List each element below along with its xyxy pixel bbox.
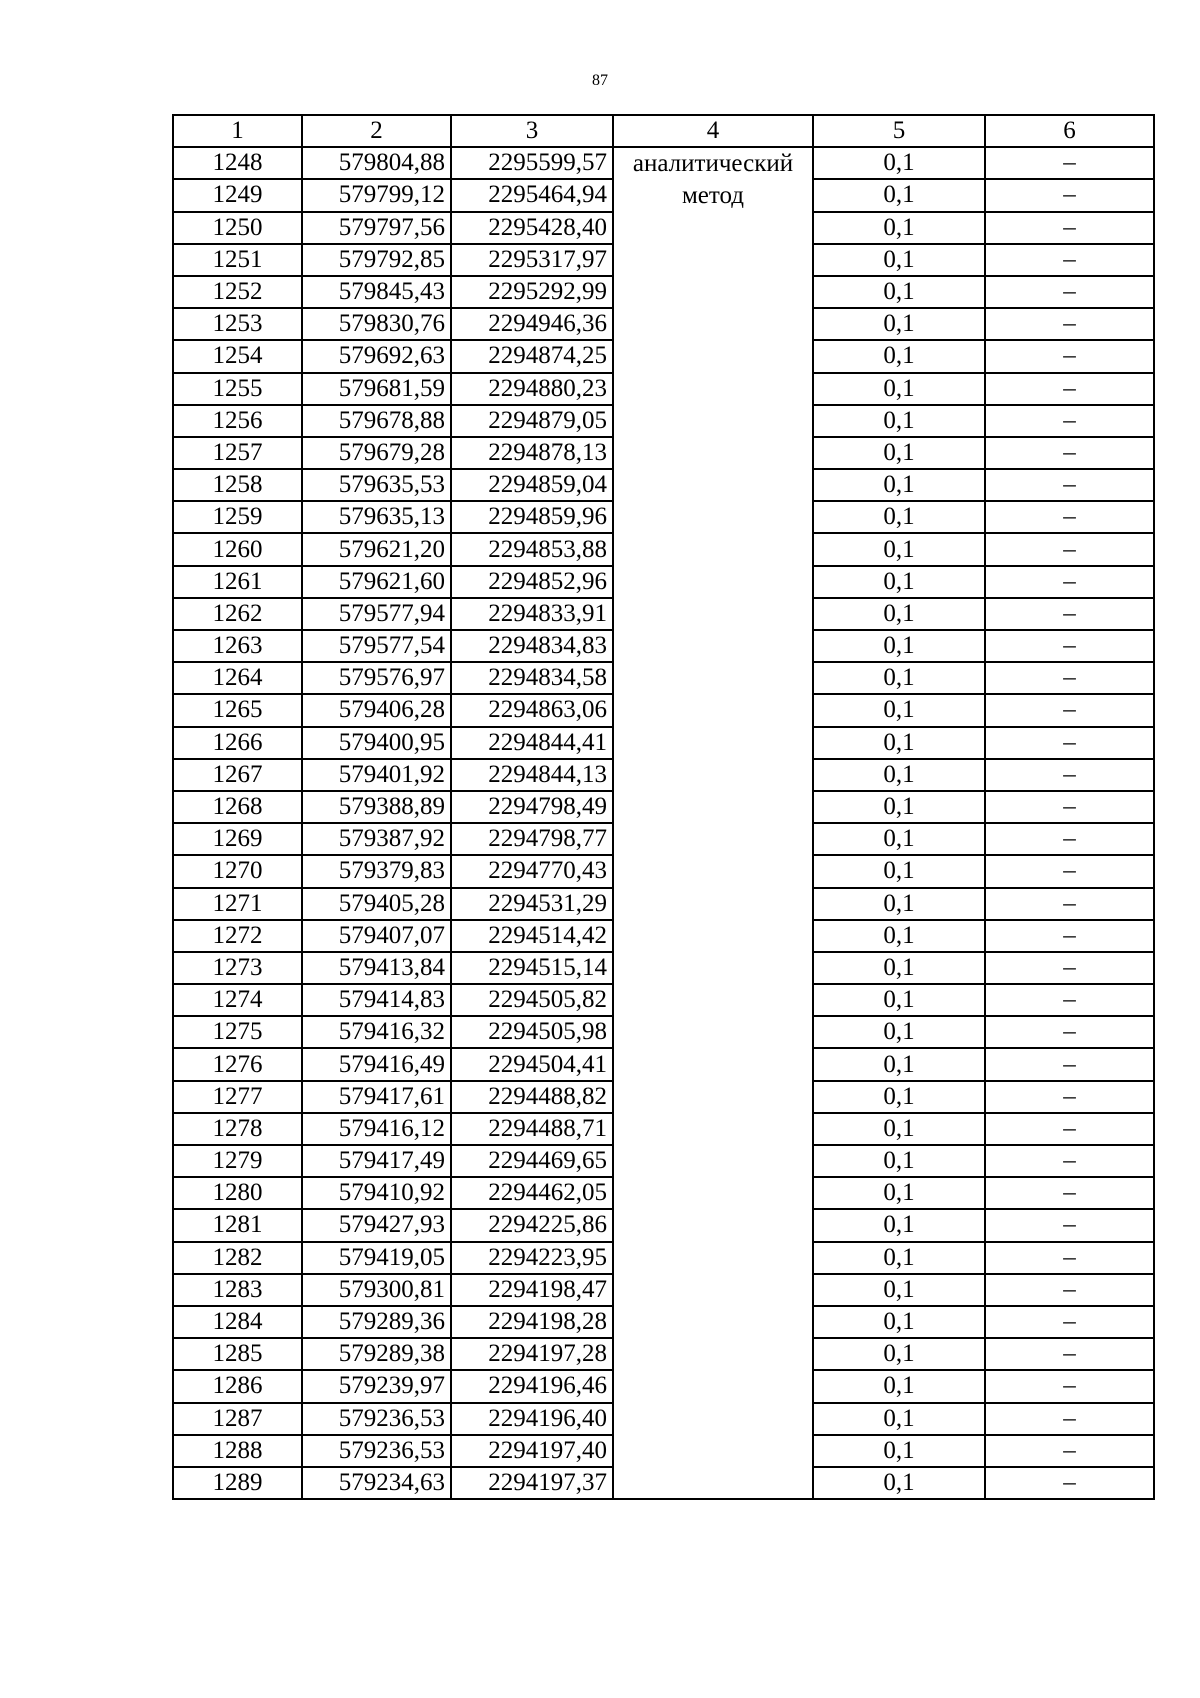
y-coordinate-cell: 2295292,99: [451, 276, 613, 308]
point-number-cell: 1265: [173, 694, 302, 726]
x-coordinate-cell: 579289,38: [302, 1338, 451, 1370]
point-number-cell: 1287: [173, 1403, 302, 1435]
point-number-cell: 1253: [173, 308, 302, 340]
accuracy-cell: 0,1: [813, 1113, 985, 1145]
accuracy-cell: 0,1: [813, 1177, 985, 1209]
point-number-cell: 1262: [173, 598, 302, 630]
y-coordinate-cell: 2294469,65: [451, 1145, 613, 1177]
description-cell: –: [985, 1145, 1154, 1177]
point-number-cell: 1283: [173, 1274, 302, 1306]
accuracy-cell: 0,1: [813, 405, 985, 437]
accuracy-cell: 0,1: [813, 1306, 985, 1338]
x-coordinate-cell: 579577,94: [302, 598, 451, 630]
point-number-cell: 1261: [173, 566, 302, 598]
accuracy-cell: 0,1: [813, 501, 985, 533]
page-number: 87: [592, 72, 608, 89]
y-coordinate-cell: 2294874,25: [451, 340, 613, 372]
x-coordinate-cell: 579388,89: [302, 791, 451, 823]
x-coordinate-cell: 579416,49: [302, 1048, 451, 1080]
y-coordinate-cell: 2294514,42: [451, 920, 613, 952]
accuracy-cell: 0,1: [813, 662, 985, 694]
y-coordinate-cell: 2294844,41: [451, 727, 613, 759]
accuracy-cell: 0,1: [813, 373, 985, 405]
accuracy-cell: 0,1: [813, 1338, 985, 1370]
y-coordinate-cell: 2294834,58: [451, 662, 613, 694]
accuracy-cell: 0,1: [813, 212, 985, 244]
x-coordinate-cell: 579692,63: [302, 340, 451, 372]
point-number-cell: 1278: [173, 1113, 302, 1145]
x-coordinate-cell: 579289,36: [302, 1306, 451, 1338]
description-cell: –: [985, 598, 1154, 630]
y-coordinate-cell: 2295464,94: [451, 179, 613, 211]
x-coordinate-cell: 579379,83: [302, 855, 451, 887]
y-coordinate-cell: 2294196,46: [451, 1370, 613, 1402]
point-number-cell: 1267: [173, 759, 302, 791]
y-coordinate-cell: 2294505,82: [451, 984, 613, 1016]
point-number-cell: 1249: [173, 179, 302, 211]
description-cell: –: [985, 1016, 1154, 1048]
x-coordinate-cell: 579300,81: [302, 1274, 451, 1306]
x-coordinate-cell: 579417,61: [302, 1081, 451, 1113]
accuracy-cell: 0,1: [813, 920, 985, 952]
point-number-cell: 1277: [173, 1081, 302, 1113]
y-coordinate-cell: 2294197,28: [451, 1338, 613, 1370]
description-cell: –: [985, 1242, 1154, 1274]
accuracy-cell: 0,1: [813, 308, 985, 340]
description-cell: –: [985, 566, 1154, 598]
accuracy-cell: 0,1: [813, 1467, 985, 1499]
y-coordinate-cell: 2295317,97: [451, 244, 613, 276]
point-number-cell: 1255: [173, 373, 302, 405]
y-coordinate-cell: 2294225,86: [451, 1209, 613, 1241]
description-cell: –: [985, 179, 1154, 211]
accuracy-cell: 0,1: [813, 823, 985, 855]
accuracy-cell: 0,1: [813, 1048, 985, 1080]
description-cell: –: [985, 952, 1154, 984]
description-cell: –: [985, 791, 1154, 823]
description-cell: –: [985, 437, 1154, 469]
x-coordinate-cell: 579621,20: [302, 533, 451, 565]
x-coordinate-cell: 579405,28: [302, 888, 451, 920]
point-number-cell: 1286: [173, 1370, 302, 1402]
x-coordinate-cell: 579678,88: [302, 405, 451, 437]
accuracy-cell: 0,1: [813, 759, 985, 791]
table-body: [173, 147, 1154, 1499]
y-coordinate-cell: 2295428,40: [451, 212, 613, 244]
point-number-cell: 1281: [173, 1209, 302, 1241]
description-cell: –: [985, 501, 1154, 533]
x-coordinate-cell: 579845,43: [302, 276, 451, 308]
y-coordinate-cell: 2294223,95: [451, 1242, 613, 1274]
y-coordinate-cell: 2294880,23: [451, 373, 613, 405]
x-coordinate-cell: 579234,63: [302, 1467, 451, 1499]
description-cell: –: [985, 147, 1154, 179]
y-coordinate-cell: 2294198,28: [451, 1306, 613, 1338]
description-cell: –: [985, 340, 1154, 372]
description-cell: –: [985, 920, 1154, 952]
accuracy-cell: 0,1: [813, 630, 985, 662]
accuracy-cell: 0,1: [813, 469, 985, 501]
y-coordinate-cell: 2294833,91: [451, 598, 613, 630]
description-cell: –: [985, 662, 1154, 694]
y-coordinate-cell: 2294462,05: [451, 1177, 613, 1209]
x-coordinate-cell: 579416,12: [302, 1113, 451, 1145]
description-cell: –: [985, 727, 1154, 759]
y-coordinate-cell: 2294196,40: [451, 1403, 613, 1435]
description-cell: –: [985, 212, 1154, 244]
y-coordinate-cell: 2294488,82: [451, 1081, 613, 1113]
accuracy-cell: 0,1: [813, 533, 985, 565]
accuracy-cell: 0,1: [813, 1435, 985, 1467]
description-cell: –: [985, 1370, 1154, 1402]
accuracy-cell: 0,1: [813, 694, 985, 726]
description-cell: –: [985, 630, 1154, 662]
x-coordinate-cell: 579416,32: [302, 1016, 451, 1048]
point-number-cell: 1273: [173, 952, 302, 984]
point-number-cell: 1280: [173, 1177, 302, 1209]
x-coordinate-cell: 579419,05: [302, 1242, 451, 1274]
accuracy-cell: 0,1: [813, 1209, 985, 1241]
description-cell: –: [985, 694, 1154, 726]
header-col-5: 5: [813, 115, 985, 147]
header-col-4: 4: [613, 115, 813, 147]
point-number-cell: 1258: [173, 469, 302, 501]
point-number-cell: 1282: [173, 1242, 302, 1274]
y-coordinate-cell: 2294531,29: [451, 888, 613, 920]
description-cell: –: [985, 888, 1154, 920]
accuracy-cell: 0,1: [813, 1145, 985, 1177]
y-coordinate-cell: 2294844,13: [451, 759, 613, 791]
point-number-cell: 1248: [173, 147, 302, 179]
point-number-cell: 1268: [173, 791, 302, 823]
x-coordinate-cell: 579635,53: [302, 469, 451, 501]
y-coordinate-cell: 2294197,37: [451, 1467, 613, 1499]
header-col-6: 6: [985, 115, 1154, 147]
description-cell: –: [985, 1338, 1154, 1370]
y-coordinate-cell: 2294863,06: [451, 694, 613, 726]
x-coordinate-cell: 579681,59: [302, 373, 451, 405]
y-coordinate-cell: 2294504,41: [451, 1048, 613, 1080]
x-coordinate-cell: 579400,95: [302, 727, 451, 759]
accuracy-cell: 0,1: [813, 437, 985, 469]
table-header: [173, 115, 1154, 147]
y-coordinate-cell: 2294834,83: [451, 630, 613, 662]
point-number-cell: 1269: [173, 823, 302, 855]
x-coordinate-cell: 579797,56: [302, 212, 451, 244]
x-coordinate-cell: 579799,12: [302, 179, 451, 211]
accuracy-cell: 0,1: [813, 147, 985, 179]
x-coordinate-cell: 579417,49: [302, 1145, 451, 1177]
y-coordinate-cell: 2294859,04: [451, 469, 613, 501]
description-cell: –: [985, 1177, 1154, 1209]
y-coordinate-cell: 2294770,43: [451, 855, 613, 887]
x-coordinate-cell: 579830,76: [302, 308, 451, 340]
description-cell: –: [985, 759, 1154, 791]
accuracy-cell: 0,1: [813, 1016, 985, 1048]
y-coordinate-cell: 2294878,13: [451, 437, 613, 469]
x-coordinate-cell: 579401,92: [302, 759, 451, 791]
y-coordinate-cell: 2294859,96: [451, 501, 613, 533]
x-coordinate-cell: 579621,60: [302, 566, 451, 598]
point-number-cell: 1266: [173, 727, 302, 759]
coordinates-table: [172, 114, 1155, 1500]
description-cell: –: [985, 469, 1154, 501]
accuracy-cell: 0,1: [813, 244, 985, 276]
x-coordinate-cell: 579577,54: [302, 630, 451, 662]
description-cell: –: [985, 984, 1154, 1016]
accuracy-cell: 0,1: [813, 1370, 985, 1402]
x-coordinate-cell: 579679,28: [302, 437, 451, 469]
description-cell: –: [985, 373, 1154, 405]
header-col-2: 2: [302, 115, 451, 147]
accuracy-cell: 0,1: [813, 598, 985, 630]
point-number-cell: 1285: [173, 1338, 302, 1370]
x-coordinate-cell: 579792,85: [302, 244, 451, 276]
y-coordinate-cell: 2294879,05: [451, 405, 613, 437]
description-cell: –: [985, 533, 1154, 565]
description-cell: –: [985, 823, 1154, 855]
y-coordinate-cell: 2295599,57: [451, 147, 613, 179]
point-number-cell: 1274: [173, 984, 302, 1016]
point-number-cell: 1251: [173, 244, 302, 276]
y-coordinate-cell: 2294515,14: [451, 952, 613, 984]
y-coordinate-cell: 2294798,77: [451, 823, 613, 855]
accuracy-cell: 0,1: [813, 179, 985, 211]
point-number-cell: 1264: [173, 662, 302, 694]
y-coordinate-cell: 2294197,40: [451, 1435, 613, 1467]
accuracy-cell: 0,1: [813, 791, 985, 823]
y-coordinate-cell: 2294505,98: [451, 1016, 613, 1048]
point-number-cell: 1288: [173, 1435, 302, 1467]
description-cell: –: [985, 1048, 1154, 1080]
point-number-cell: 1259: [173, 501, 302, 533]
description-cell: –: [985, 1467, 1154, 1499]
description-cell: –: [985, 1435, 1154, 1467]
table-row: [173, 147, 1154, 179]
point-number-cell: 1256: [173, 405, 302, 437]
description-cell: –: [985, 1113, 1154, 1145]
point-number-cell: 1257: [173, 437, 302, 469]
description-cell: –: [985, 1274, 1154, 1306]
y-coordinate-cell: 2294852,96: [451, 566, 613, 598]
y-coordinate-cell: 2294798,49: [451, 791, 613, 823]
point-number-cell: 1250: [173, 212, 302, 244]
point-number-cell: 1260: [173, 533, 302, 565]
header-col-3: 3: [451, 115, 613, 147]
point-number-cell: 1271: [173, 888, 302, 920]
y-coordinate-cell: 2294946,36: [451, 308, 613, 340]
accuracy-cell: 0,1: [813, 727, 985, 759]
x-coordinate-cell: 579427,93: [302, 1209, 451, 1241]
description-cell: –: [985, 1209, 1154, 1241]
point-number-cell: 1252: [173, 276, 302, 308]
accuracy-cell: 0,1: [813, 888, 985, 920]
description-cell: –: [985, 855, 1154, 887]
description-cell: –: [985, 1403, 1154, 1435]
x-coordinate-cell: 579410,92: [302, 1177, 451, 1209]
y-coordinate-cell: 2294853,88: [451, 533, 613, 565]
method-text: метод: [681, 182, 744, 210]
description-cell: –: [985, 1081, 1154, 1113]
description-cell: –: [985, 308, 1154, 340]
point-number-cell: 1276: [173, 1048, 302, 1080]
x-coordinate-cell: 579414,83: [302, 984, 451, 1016]
point-number-cell: 1284: [173, 1306, 302, 1338]
accuracy-cell: 0,1: [813, 1274, 985, 1306]
y-coordinate-cell: 2294198,47: [451, 1274, 613, 1306]
point-number-cell: 1254: [173, 340, 302, 372]
x-coordinate-cell: 579576,97: [302, 662, 451, 694]
accuracy-cell: 0,1: [813, 1081, 985, 1113]
point-number-cell: 1279: [173, 1145, 302, 1177]
description-cell: –: [985, 405, 1154, 437]
accuracy-cell: 0,1: [813, 1242, 985, 1274]
accuracy-cell: 0,1: [813, 1403, 985, 1435]
header-row: [173, 115, 1154, 147]
point-number-cell: 1289: [173, 1467, 302, 1499]
x-coordinate-cell: 579407,07: [302, 920, 451, 952]
accuracy-cell: 0,1: [813, 984, 985, 1016]
method-cell: [613, 147, 813, 1499]
description-cell: –: [985, 244, 1154, 276]
point-number-cell: 1263: [173, 630, 302, 662]
x-coordinate-cell: 579236,53: [302, 1403, 451, 1435]
x-coordinate-cell: 579387,92: [302, 823, 451, 855]
method-text: аналитический: [632, 150, 794, 178]
accuracy-cell: 0,1: [813, 340, 985, 372]
x-coordinate-cell: 579804,88: [302, 147, 451, 179]
accuracy-cell: 0,1: [813, 855, 985, 887]
header-col-1: 1: [173, 115, 302, 147]
accuracy-cell: 0,1: [813, 276, 985, 308]
point-number-cell: 1272: [173, 920, 302, 952]
accuracy-cell: 0,1: [813, 566, 985, 598]
point-number-cell: 1275: [173, 1016, 302, 1048]
x-coordinate-cell: 579239,97: [302, 1370, 451, 1402]
x-coordinate-cell: 579406,28: [302, 694, 451, 726]
accuracy-cell: 0,1: [813, 952, 985, 984]
x-coordinate-cell: 579236,53: [302, 1435, 451, 1467]
point-number-cell: 1270: [173, 855, 302, 887]
description-cell: –: [985, 1306, 1154, 1338]
x-coordinate-cell: 579635,13: [302, 501, 451, 533]
y-coordinate-cell: 2294488,71: [451, 1113, 613, 1145]
description-cell: –: [985, 276, 1154, 308]
x-coordinate-cell: 579413,84: [302, 952, 451, 984]
